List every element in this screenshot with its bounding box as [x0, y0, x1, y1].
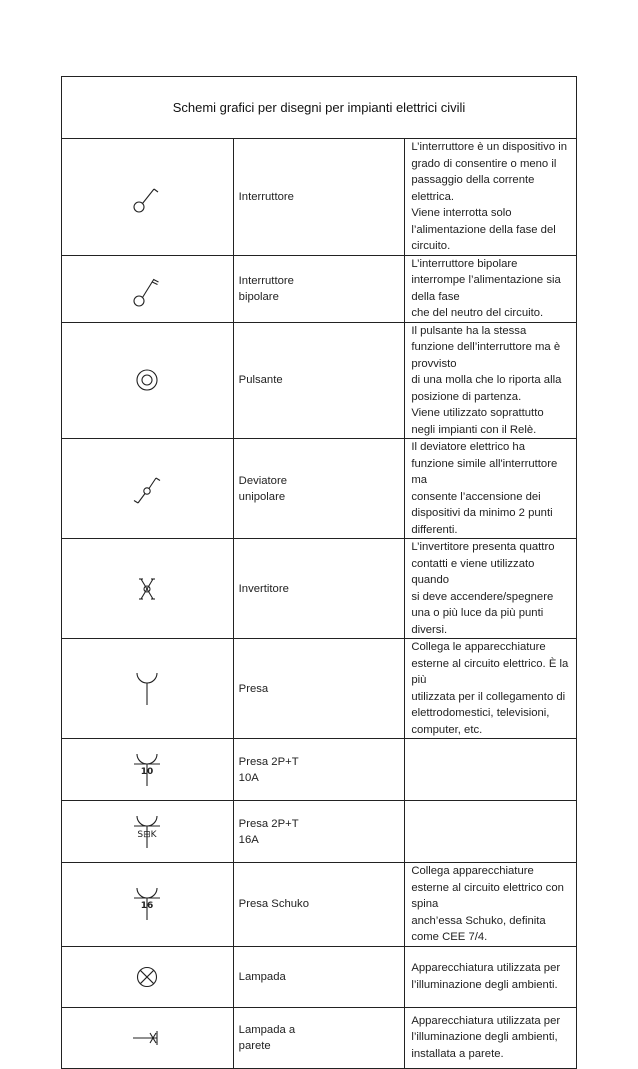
- symbol-cell: [62, 639, 234, 739]
- table-row: [62, 1007, 577, 1068]
- table-row: [62, 539, 577, 639]
- symbol-cell: [62, 255, 234, 322]
- symbol-cell: [62, 801, 234, 863]
- symbol-cell: [62, 322, 234, 439]
- symbol-name: Interruttore bipolare: [233, 255, 405, 322]
- socket-rating-label: 16: [141, 901, 154, 912]
- symbol-cell: [62, 439, 234, 539]
- symbol-cell: [62, 739, 234, 801]
- table-row: [62, 801, 577, 863]
- wall-lamp-icon: [127, 1018, 167, 1058]
- symbol-cell: [62, 1007, 234, 1068]
- symbol-name: Deviatore unipolare: [233, 439, 405, 539]
- symbol-description: Il deviatore elettrico ha funzione simile all'interruttore ma consente l’accensione dei dispositivi da minimo 2 punti differenti.: [405, 439, 577, 539]
- symbol-name: Presa 2P+T 10A: [233, 739, 405, 801]
- two-way-switch-icon: [127, 469, 167, 509]
- symbol-description: Apparecchiatura utilizzata per l’illuminazione degli ambienti.: [405, 946, 577, 1007]
- symbol-description: L’interruttore è un dispositivo in grado di consentire o meno il passaggio della corrente elettrica. Viene interrotta solo l’alimentazione della fase del circuito.: [405, 139, 577, 256]
- symbol-name: Presa: [233, 639, 405, 739]
- table-row: [62, 946, 577, 1007]
- symbol-name: Lampada: [233, 946, 405, 1007]
- symbol-description: L’invertitore presenta quattro contatti e viene utilizzato quando si deve accendere/spegnere una o più luce da più punti diversi.: [405, 539, 577, 639]
- table-row: [62, 255, 577, 322]
- schuko-socket-icon: [127, 882, 167, 926]
- push-button-icon: [127, 360, 167, 400]
- table-row: [62, 739, 577, 801]
- socket-rating-label: S⊞K: [137, 829, 157, 840]
- symbol-description: L’interruttore bipolare interrompe l’alimentazione sia della fase che del neutro del circuito.: [405, 255, 577, 322]
- symbol-name: Presa Schuko: [233, 863, 405, 947]
- table-row: [62, 639, 577, 739]
- symbols-table: [61, 76, 577, 1069]
- symbol-description: [405, 739, 577, 801]
- symbol-description: [405, 801, 577, 863]
- symbol-name: Interruttore: [233, 139, 405, 256]
- symbol-cell: [62, 863, 234, 947]
- table-row: [62, 863, 577, 947]
- symbol-name: Presa 2P+T 16A: [233, 801, 405, 863]
- symbol-cell: [62, 139, 234, 256]
- socket-10a-icon: [127, 748, 167, 792]
- symbol-name: Lampada a parete: [233, 1007, 405, 1068]
- switch-icon: [127, 177, 167, 217]
- symbol-description: Collega apparecchiature esterne al circuito elettrico con spina anch’essa Schuko, definita come CEE 7/4.: [405, 863, 577, 947]
- symbol-description: Apparecchiatura utilizzata per l’illuminazione degli ambienti, installata a parete.: [405, 1007, 577, 1068]
- symbol-name: Invertitore: [233, 539, 405, 639]
- lamp-icon: [127, 957, 167, 997]
- title-row: [62, 77, 577, 139]
- intermediate-switch-icon: [127, 569, 167, 609]
- socket-16a-icon: [127, 810, 167, 854]
- symbol-name: Pulsante: [233, 322, 405, 439]
- socket-rating-label: 10: [141, 766, 154, 777]
- symbol-description: Collega le apparecchiature esterne al circuito elettrico. È la più utilizzata per il collegamento di elettrodomestici, televisioni, computer, etc.: [405, 639, 577, 739]
- symbol-cell: [62, 539, 234, 639]
- socket-icon: [127, 667, 167, 711]
- bipolar-switch-icon: [127, 269, 167, 309]
- symbol-description: Il pulsante ha la stessa funzione dell’interruttore ma è provvisto di una molla che lo riporta alla posizione di partenza. Viene utilizzato soprattutto negli impianti con il Relè.: [405, 322, 577, 439]
- table-row: [62, 139, 577, 256]
- table-row: [62, 439, 577, 539]
- table-row: [62, 322, 577, 439]
- symbol-cell: [62, 946, 234, 1007]
- page-title: Schemi grafici per disegni per impianti elettrici civili: [62, 77, 577, 139]
